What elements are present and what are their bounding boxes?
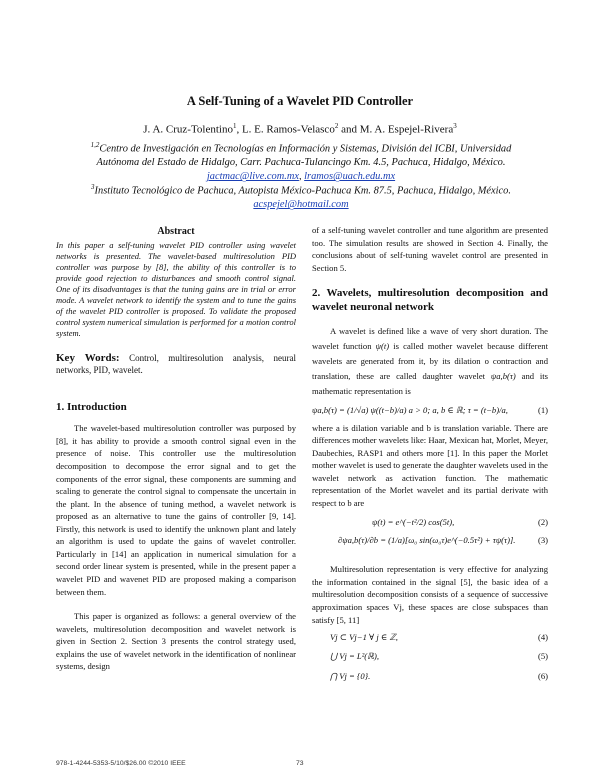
wavelet-paragraph-b: is called mother wavelet because different wavelets are generated from it, by its dilation o contraction and translation, these are called daughter wavelet	[312, 341, 548, 382]
equation-4-formula: Vj ⊂ Vj−1 ∀ j ∈ ℤ,	[330, 632, 398, 643]
email-sep: ,	[298, 171, 305, 183]
author-2: L. E. Ramos-Velasco	[241, 123, 335, 136]
affiliation-1-line2: Autónoma del Estado de Hidalgo, Carr. Pachuca-Tulancingo Km. 4.5, Pachuca, Hidalgo, México.	[96, 157, 506, 169]
equation-5-formula: ⋃ Vj = L²(ℝ),	[330, 650, 379, 661]
equation-6-formula: ⋂ Vj = {0}.	[330, 671, 371, 682]
affiliation-2-sup: 3	[91, 183, 95, 191]
abstract-heading: Abstract	[157, 226, 195, 237]
equation-2-formula: ψ(t) = e^(−t²/2) cos(5t),	[372, 516, 455, 527]
author-1-sup: 1	[232, 122, 237, 130]
multiresolution-paragraph: Multiresolution representation is very effective for analyzing the information contained in the signal [5], the basic idea of a multiresolution decomposition consists of a sequence of successive approximation spaces Vj, these spaces are close subspaces than satisfy [5, 11]	[312, 563, 548, 626]
keywords-text: Control, multiresolution analysis, neural networks, PID, wavelet.	[56, 353, 297, 376]
footer-page-number: 73	[296, 760, 304, 767]
equation-4	[312, 631, 548, 644]
affiliation-1-line1: Centro de Investigación en Tecnologías en Información y Sistemas, División del ICBI, Universidad	[99, 143, 512, 155]
affiliation-2-line: Instituto Tecnológico de Pachuca, Autopista México-Pachuca Km. 87.5, Pachuca, Hidalgo, México.	[94, 185, 511, 197]
author-3-sup: 3	[453, 122, 457, 130]
keywords-label: Key Words:	[56, 352, 120, 365]
equation-2-number: (2)	[537, 516, 548, 527]
author-1: J. A. Cruz-Tolentino	[143, 123, 233, 136]
section-1-heading: 1. Introduction	[56, 401, 127, 414]
affiliation-2	[56, 180, 546, 212]
right-paragraph-0: of a self-tuning wavelet controller and tune algorithm are presented too. The simulation results are showed in Section 4. Finally, the conclusions about of self-tuning wavelet control are presented in Section 5.	[312, 225, 548, 273]
equation-1-formula: ψa,b(τ) = (1/√a) ψ((t−b)/a) a > 0; a, b ∈ ℝ; τ = (t−b)/a,	[312, 405, 508, 416]
email-link-2[interactable]: lramos@uach.edu.mx	[304, 171, 396, 183]
right-column	[312, 224, 548, 683]
author-2-sup: 2	[334, 122, 339, 130]
affiliation-1-sup: 1,2	[90, 141, 100, 149]
author-sep: ,	[236, 123, 242, 136]
author-3: M. A. Espejel-Rivera	[359, 123, 454, 136]
equation-4-number: (4)	[537, 632, 548, 643]
author-sep: and	[338, 123, 360, 136]
psi-t-symbol: ψ(t)	[375, 341, 390, 352]
wavelet-paragraph-c: and its mathematic representation is	[312, 371, 549, 397]
section-2-heading: 2. Wavelets, multiresolution decomposition and wavelet neuronal network	[312, 287, 548, 314]
abstract-text: In this paper a self-tuning wavelet PID controller using wavelet networks is presented. The wavelet-based multiresolution PID controller was purpose by [8], the ability of this controller is to provide good rejection to disturbances and smooth control signal. One of its disadvantages is that the tuning gains are in trial or error mode. A wavelet network to identify the system and to tune the gains of the wavelet PID controller is proposed. To validate the proposed control system numerical simulation is performed for a motion control system.	[56, 239, 296, 339]
affiliation-1	[56, 138, 546, 184]
author-list	[0, 122, 600, 136]
psi-ab-symbol: ψa,b(τ)	[490, 371, 516, 382]
keywords	[56, 352, 296, 376]
footer-isbn: 978-1-4244-5353-5/10/$26.00 ©2010 IEEE	[56, 760, 186, 767]
equation-3	[312, 534, 548, 547]
equation-5-number: (5)	[537, 650, 548, 661]
intro-paragraph-1: The wavelet-based multiresolution controller was purposed by [8], it has ability to provide a smooth control signal even in the presence of noise. This controller use the multiresolution decomposition to decompose the error signal and to get the components of the error signal, these components are summing and scaling to generate the control signal to compensate the uncertain in the plant. In the absence of tuning method, a wavelet network is proposed as an alternative to tune the gains of controller [9, 14]. Firstly, this network is used to identify the unknown plant and lately an algorithm is used to update the gains of wavelet controller. Particularly in [14] an application in numerical simulation for a second order linear system is presented, while in the present paper a wavelet PID and wavenet PID are proposed making a comparison between them.	[56, 423, 296, 597]
email-link-3[interactable]: acspejel@hotmail.com	[253, 199, 349, 211]
paper-title: A Self-Tuning of a Wavelet PID Controller	[186, 94, 414, 108]
mother-wavelet-paragraph: where a is dilation variable and b is translation variable. There are differences mother wavelets like: Haar, Mexican hat, Morlet, Meyer, Daubechies, RASP1 and others more [1]. In this paper the Morlet mother wavelet is used to generate the daughter wavelets used in the wavelet network as activation function. The mathematic representation of the Morlet wavelet and its partial derivate with respect to b are	[312, 422, 548, 509]
equation-6-number: (6)	[537, 671, 548, 682]
equation-5	[312, 650, 548, 663]
equation-2	[312, 516, 548, 529]
email-link-1[interactable]: jactmac@live.com.mx	[206, 171, 299, 183]
wavelet-paragraph-a: A wavelet is defined like a wave of very short duration. The wavelet function	[312, 326, 548, 352]
equation-1	[312, 404, 548, 417]
wavelet-paragraph	[312, 324, 548, 399]
left-column	[56, 226, 296, 673]
equation-3-number: (3)	[537, 535, 548, 546]
intro-paragraph-2: This paper is organized as follows: a general overview of the wavelets, multiresolution decomposition and wavelet network is given in Section 2. Section 3 presents the control strategy used, explains the use of wavelet network in the identification of nonlinear systems, design	[56, 611, 296, 672]
equation-3-formula: ∂ψa,b(τ)/∂b = (1/a)[ω₀ sin(ω₀τ)e^(−0.5τ²) + τψ(τ)].	[338, 535, 516, 546]
equation-1-number: (1)	[537, 405, 548, 416]
equation-6	[312, 670, 548, 683]
